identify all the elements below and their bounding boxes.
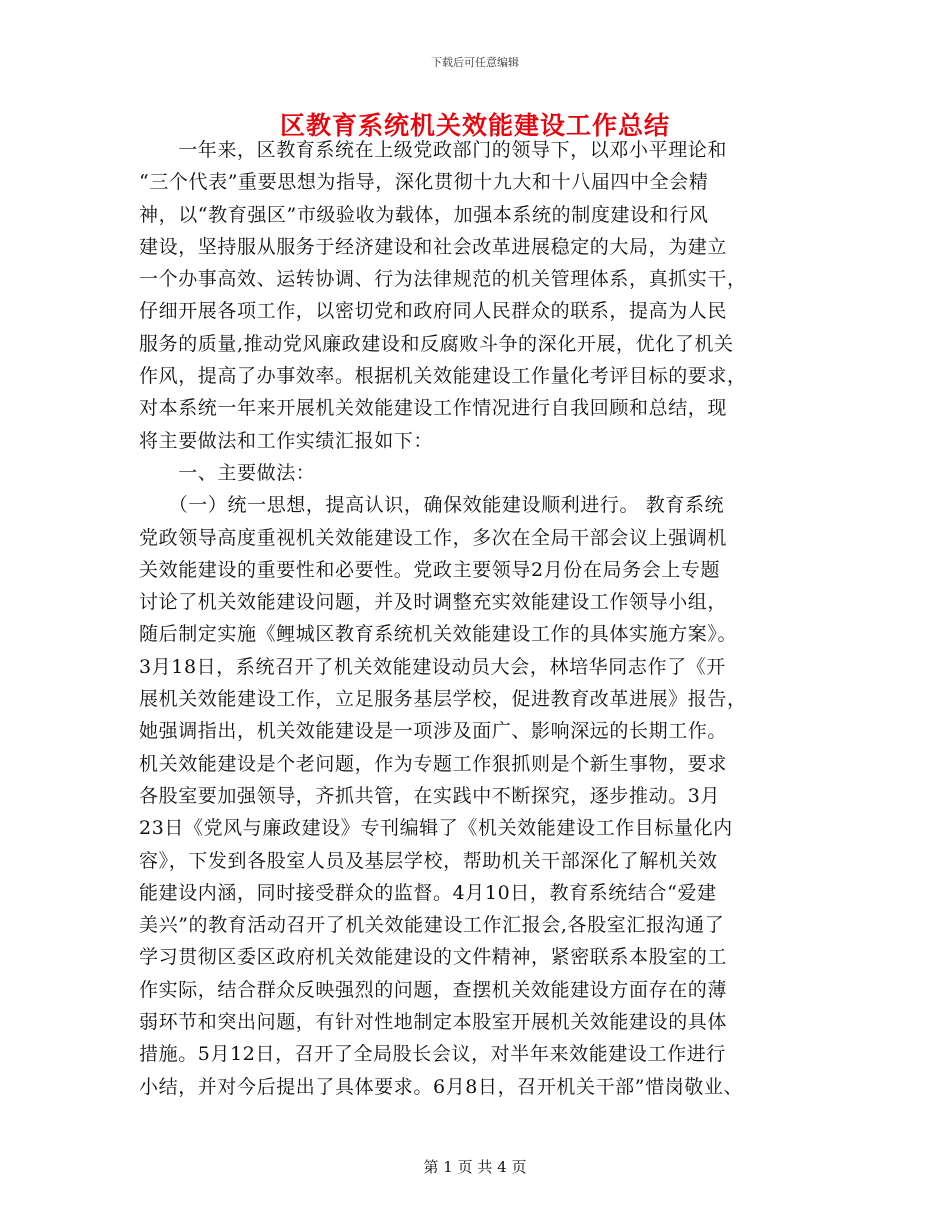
- page-footer: 第 1 页 共 4 页: [423, 1158, 527, 1176]
- body-line: 作风，提高了办事效率。根据机关效能建设工作量化考评目标的要求，: [139, 365, 747, 388]
- body-line: 党政领导高度重视机关效能建设工作，多次在全局干部会议上强调机: [139, 526, 728, 549]
- document-body: [139, 134, 819, 1103]
- body-line: 讨论了机关效能建设问题，并及时调整充实效能建设工作领导小组，: [139, 591, 728, 614]
- body-line: 措施。5月12日，召开了全局股长会议，对半年来效能建设工作进行: [139, 1043, 726, 1066]
- body-line: 学习贯彻区委区政府机关效能建设的文件精神，紧密联系本股室的工: [139, 946, 728, 969]
- body-line: 能建设内涵，同时接受群众的监督。4月10日，教育系统结合“爱建: [139, 881, 717, 904]
- body-line: 容》，下发到各股室人员及基层学校，帮助机关干部深化了解机关效: [139, 849, 718, 872]
- body-line: 小结，并对今后提出了具体要求。6月8日，召开机关干部”惜岗敬业、: [139, 1075, 744, 1098]
- body-line: 神，以“教育强区”市级验收为载体，加强本系统的制度建设和行风: [139, 203, 709, 226]
- body-line: 关效能建设的重要性和必要性。党政主要领导2月份在局务会上专题: [139, 558, 721, 581]
- body-line: 展机关效能建设工作，立足服务基层学校，促进教育改革进展》报告，: [139, 688, 747, 711]
- body-line: 建设，坚持服从服务于经济建设和社会改革进展稳定的大局，为建立: [139, 235, 728, 258]
- body-line: 23日《党风与廉政建设》专刊编辑了《机关效能建设工作目标量化内: [139, 817, 733, 840]
- body-line: 各股室要加强领导，齐抓共管，在实践中不断探究，逐步推动。3月: [139, 784, 721, 807]
- body-line: 仔细开展各项工作，以密切党和政府同人民群众的联系，提高为人民: [139, 300, 728, 323]
- body-line: 一、主要做法：: [139, 461, 316, 484]
- body-line: 作实际，结合群众反映强烈的问题，查摆机关效能建设方面存在的薄: [139, 978, 728, 1001]
- body-line: 机关效能建设是个老问题，作为专题工作狠抓则是个新生事物，要求: [139, 752, 728, 775]
- body-line: 将主要做法和工作实绩汇报如下：: [139, 429, 434, 452]
- body-line: 弱环节和突出问题，有针对性地制定本股室开展机关效能建设的具体: [139, 1011, 728, 1034]
- body-line: 一年来，区教育系统在上级党政部门的领导下，以邓小平理论和: [139, 139, 728, 161]
- body-line: 3月18日，系统召开了机关效能建设动员大会，林培华同志作了《开: [139, 655, 726, 678]
- body-line: 服务的质量,推动党风廉政建设和反腐败斗争的深化开展，优化了机关: [139, 332, 734, 355]
- body-line: （一）统一思想，提高认识，确保效能建设顺利进行。 教育系统: [139, 494, 725, 517]
- document-title: 区教育系统机关效能建设工作总结: [279, 111, 670, 140]
- body-line: “三个代表”重要思想为指导，深化贯彻十九大和十八届四中全会精: [139, 171, 709, 194]
- header-note: 下载后可任意编辑: [431, 56, 519, 69]
- body-line: 一个办事高效、运转协调、行为法律规范的机关管理体系，真抓实干，: [139, 268, 747, 291]
- body-line: 她强调指出，机关效能建设是一项涉及面广、影响深远的长期工作。: [139, 720, 728, 743]
- body-line: 对本系统一年来开展机关效能建设工作情况进行自我回顾和总结，现: [139, 397, 728, 420]
- body-line: 美兴”的教育活动召开了机关效能建设工作汇报会,各股室汇报沟通了: [139, 914, 725, 937]
- body-line: 随后制定实施《鲤城区教育系统机关效能建设工作的具体实施方案》。: [139, 623, 738, 646]
